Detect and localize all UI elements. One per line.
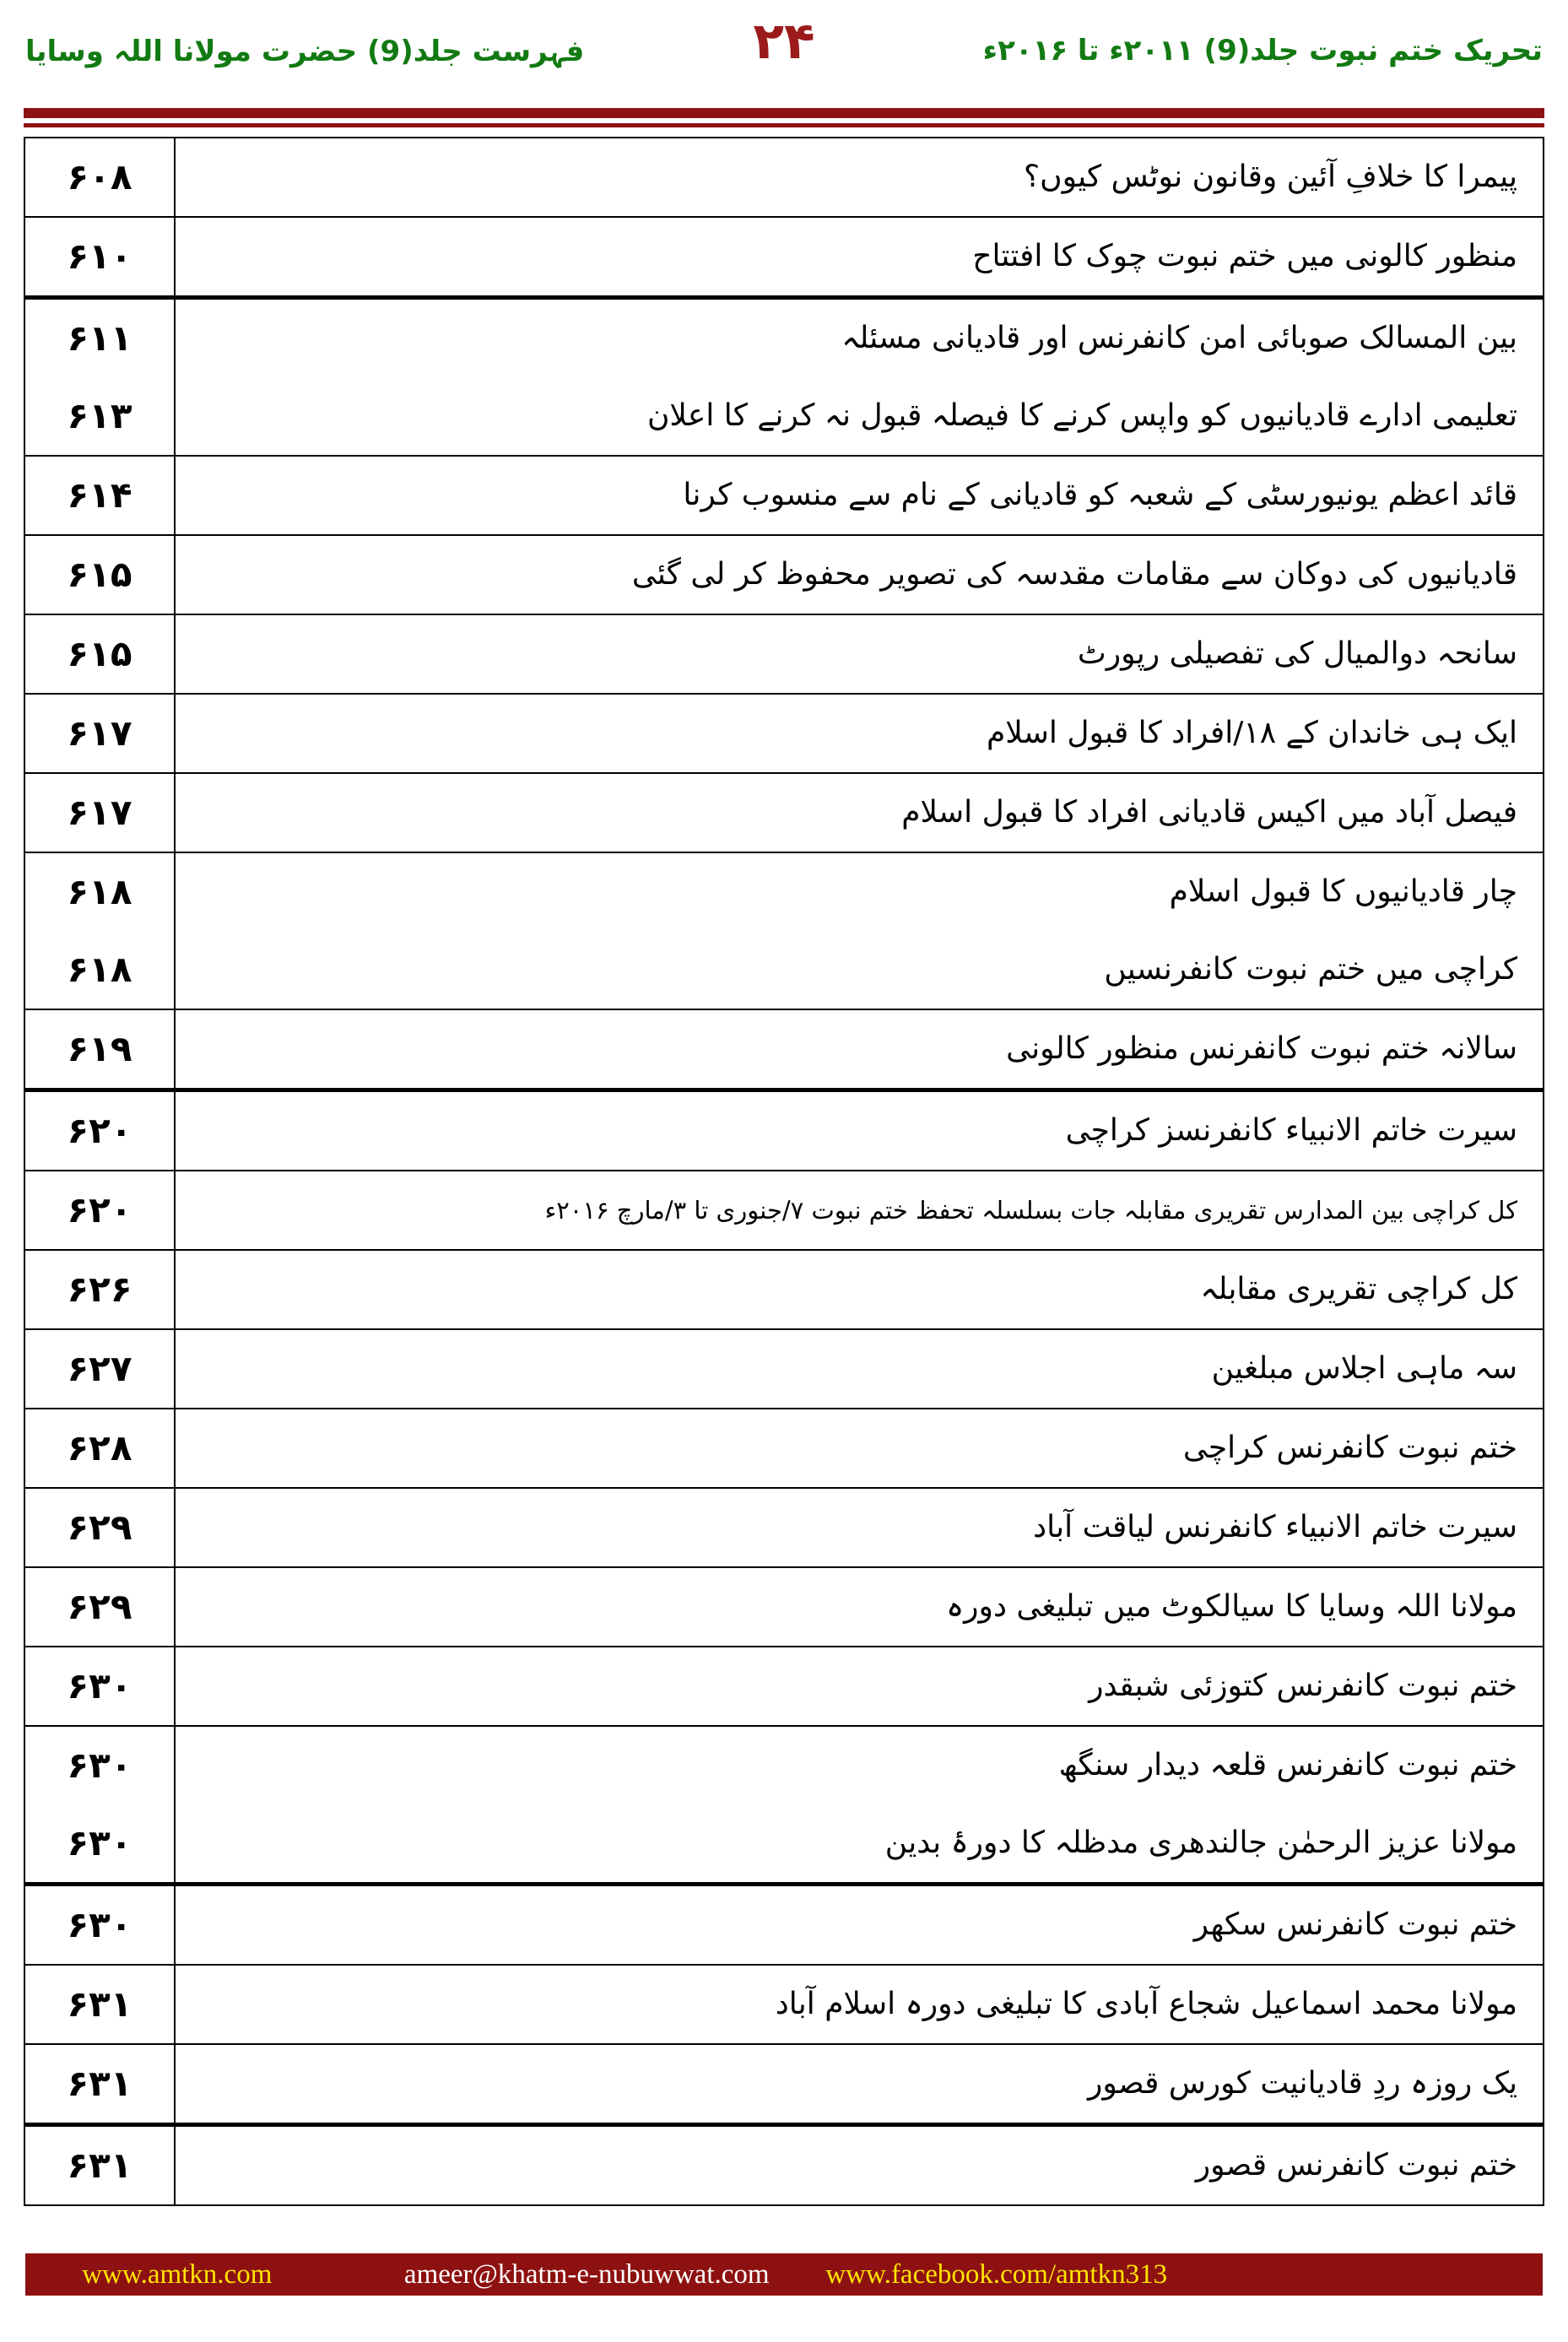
toc-entry-title: منظور کالونی میں ختم نبوت چوک کا افتتاح: [972, 239, 1517, 273]
toc-page-number: ۶۱۷: [67, 792, 132, 833]
toc-title-cell: [176, 853, 1543, 1009]
toc-group: [25, 1882, 1543, 1964]
toc-page-number: ۶۱۸: [67, 949, 132, 990]
toc-group: [25, 534, 1543, 614]
toc-page-number-cell: [25, 1886, 176, 1964]
toc-page-number-cell: [25, 2127, 176, 2204]
toc-entry-title: یک روزہ ردِ قادیانیت کورس قصور: [1087, 2066, 1517, 2101]
toc-page-number: ۶۲۹: [67, 1506, 132, 1548]
toc-entry-title: قائد اعظم یونیورسٹی کے شعبہ کو قادیانی کے نام سے منسوب کرنا: [683, 478, 1517, 512]
toc-group: [25, 1566, 1543, 1646]
toc-entry-title: ایک ہی خاندان کے ۱۸/افراد کا قبول اسلام: [986, 716, 1517, 750]
toc-title-cell: [176, 1092, 1543, 1170]
toc-page-number: ۶۱۴: [67, 474, 132, 516]
header-rule-thin: [24, 123, 1544, 127]
footer-website-link: www.amtkn.com: [82, 2259, 273, 2290]
toc-group: [25, 1487, 1543, 1566]
toc-title-cell: [176, 695, 1543, 772]
toc-group: [25, 295, 1543, 455]
toc-page-number-cell: [25, 1568, 176, 1646]
page-header: [25, 3, 1543, 98]
toc-title-cell: [176, 2045, 1543, 2123]
toc-page-number: ۶۲۰: [67, 1110, 132, 1151]
toc-page-number-cell: [25, 1330, 176, 1408]
toc-title-cell: [176, 1171, 1543, 1249]
toc-entry-title: مولانا محمد اسماعیل شجاع آبادی کا تبلیغی دورہ اسلام آباد: [775, 1987, 1517, 2021]
toc-page-number: ۶۱۸: [67, 871, 132, 912]
toc-page-number: ۶۳۰: [67, 1822, 132, 1863]
toc-entry-title: سانحہ دوالمیال کی تفصیلی رپورٹ: [1077, 636, 1517, 671]
toc-page-number: ۶۲۶: [67, 1268, 132, 1310]
toc-title-cell: [176, 1727, 1543, 1882]
toc-entry-title: سالانہ ختم نبوت کانفرنس منظور کالونی: [1006, 1031, 1517, 1066]
toc-entry-title: سہ ماہی اجلاس مبلغین: [1211, 1351, 1517, 1386]
toc-title-cell: [176, 457, 1543, 534]
toc-entry-title: ختم نبوت کانفرنس سکھر: [1193, 1907, 1517, 1942]
toc-entry-title: پیمرا کا خلافِ آئین وقانون نوٹس کیوں؟: [1024, 160, 1517, 194]
toc-page-number-cell: [25, 1727, 176, 1882]
toc-title-cell: [176, 1966, 1543, 2043]
toc-page-number-cell: [25, 695, 176, 772]
toc-entry-title: مولانا اللہ وسایا کا سیالکوٹ میں تبلیغی دورہ: [946, 1589, 1517, 1624]
toc-entry-title: ختم نبوت کانفرنس قلعہ دیدار سنگھ: [1058, 1748, 1517, 1782]
toc-page-number-cell: [25, 1010, 176, 1088]
toc-group: [25, 455, 1543, 534]
toc-group: [25, 1088, 1543, 1170]
toc-group: [25, 1408, 1543, 1487]
toc-page-number-cell: [25, 853, 176, 1009]
toc-page-number-cell: [25, 615, 176, 693]
toc-page-number-cell: [25, 774, 176, 852]
toc-group: [25, 614, 1543, 693]
toc-group: [25, 1009, 1543, 1088]
toc-title-cell: [176, 1886, 1543, 1964]
toc-title-cell: [176, 615, 1543, 693]
toc-entry-title: ختم نبوت کانفرنس کتوزئی شبقدر: [1089, 1669, 1517, 1703]
toc-page-number: ۶۳۱: [67, 2145, 132, 2186]
toc-page-number-cell: [25, 536, 176, 614]
toc-page-number: ۶۳۰: [67, 1904, 132, 1945]
toc-title-cell: [176, 1251, 1543, 1328]
toc-page-number-cell: [25, 218, 176, 295]
toc-entry-title: بین المسالک صوبائی امن کانفرنس اور قادیانی مسئلہ: [841, 321, 1517, 355]
toc-page-number: ۶۲۹: [67, 1586, 132, 1627]
toc-table: [24, 137, 1544, 2206]
toc-page-number: ۶۰۸: [67, 156, 132, 197]
toc-page-number: ۶۳۰: [67, 1744, 132, 1786]
toc-page-number-cell: [25, 1409, 176, 1487]
toc-page-number-cell: [25, 138, 176, 216]
toc-group: [25, 1725, 1543, 1882]
page-number: ۲۴: [753, 12, 815, 71]
toc-title-cell: [176, 1489, 1543, 1566]
toc-entry-title: ختم نبوت کانفرنس قصور: [1195, 2148, 1517, 2182]
toc-page-number: ۶۱۹: [67, 1028, 132, 1069]
toc-page-number: ۶۲۷: [67, 1348, 132, 1389]
toc-page-number: ۶۱۰: [67, 235, 132, 277]
toc-page-number: ۶۱۵: [67, 633, 132, 674]
toc-entry-title: فیصل آباد میں اکیس قادیانی افراد کا قبول اسلام: [901, 795, 1517, 830]
toc-group: [25, 216, 1543, 295]
toc-entry-title: سیرت خاتم الانبیاء کانفرنس لیاقت آباد: [1033, 1510, 1517, 1544]
toc-title-cell: [176, 300, 1543, 455]
toc-page-number: ۶۲۸: [67, 1427, 132, 1468]
index-title: فہرست جلد(9) حضرت مولانا اللہ وسایا: [25, 34, 585, 68]
volume-title: تحریک ختم نبوت جلد(9) ۲۰۱۱ء تا ۲۰۱۶ء: [982, 34, 1543, 68]
toc-entry-title: مولانا عزیز الرحمٰن جالندھری مدظلہ کا دورۂ بدین: [884, 1825, 1517, 1860]
toc-entry-title: قادیانیوں کی دوکان سے مقامات مقدسہ کی تصویر محفوظ کر لی گئی: [631, 557, 1517, 592]
toc-group: [25, 1249, 1543, 1328]
toc-title-cell: [176, 1010, 1543, 1088]
toc-page-number: ۶۱۳: [67, 395, 132, 436]
toc-entry-title: سیرت خاتم الانبیاء کانفرنسز کراچی: [1065, 1113, 1517, 1148]
toc-page-number-cell: [25, 1251, 176, 1328]
toc-page-number-cell: [25, 2045, 176, 2123]
toc-group: [25, 1964, 1543, 2043]
toc-page-number-cell: [25, 300, 176, 455]
toc-entry-title: کراچی میں ختم نبوت کانفرنسیں: [1104, 952, 1517, 987]
toc-page-number: ۶۳۱: [67, 1983, 132, 2025]
toc-entry-title: کل کراچی تقریری مقابلہ: [1200, 1272, 1517, 1306]
toc-page-number: ۶۳۱: [67, 2063, 132, 2104]
toc-entry-title: تعلیمی ادارے قادیانیوں کو واپس کرنے کا فیصلہ قبول نہ کرنے کا اعلان: [646, 398, 1517, 433]
toc-title-cell: [176, 1409, 1543, 1487]
toc-group: [25, 1646, 1543, 1725]
footer-email: ameer@khatm-e-nubuwwat.com: [403, 2259, 770, 2290]
toc-page-number-cell: [25, 1171, 176, 1249]
toc-title-cell: [176, 1330, 1543, 1408]
toc-group: [25, 2043, 1543, 2123]
toc-page-number: ۶۱۷: [67, 712, 132, 754]
toc-title-cell: [176, 2127, 1543, 2204]
toc-page-number: ۶۱۱: [67, 317, 132, 359]
toc-group: [25, 2123, 1543, 2204]
toc-group: [25, 1170, 1543, 1249]
toc-group: [25, 1328, 1543, 1408]
toc-title-cell: [176, 138, 1543, 216]
toc-entry-title: چار قادیانیوں کا قبول اسلام: [1169, 874, 1517, 909]
toc-page-number-cell: [25, 1092, 176, 1170]
toc-page-number-cell: [25, 1647, 176, 1725]
toc-title-cell: [176, 536, 1543, 614]
toc-page-number: ۶۱۵: [67, 554, 132, 595]
toc-entry-title: ختم نبوت کانفرنس کراچی: [1182, 1431, 1517, 1465]
toc-page-number-cell: [25, 457, 176, 534]
toc-page-number-cell: [25, 1489, 176, 1566]
toc-title-cell: [176, 1568, 1543, 1646]
toc-group: [25, 772, 1543, 852]
toc-page-number: ۶۲۰: [67, 1189, 132, 1230]
toc-page-number: ۶۳۰: [67, 1665, 132, 1706]
toc-group: [25, 852, 1543, 1009]
header-rule-thick: [24, 108, 1544, 118]
toc-page-number-cell: [25, 1966, 176, 2043]
toc-title-cell: [176, 218, 1543, 295]
toc-group: [25, 693, 1543, 772]
toc-title-cell: [176, 774, 1543, 852]
footer-facebook-link: www.facebook.com/amtkn313: [825, 2259, 1168, 2290]
footer-bar: [25, 2253, 1543, 2296]
toc-entry-title: کل کراچی بین المدارس تقریری مقابلہ جات بسلسلہ تحفظ ختم نبوت ۷/جنوری تا ۳/مارچ ۲۰۱۶ء: [544, 1196, 1517, 1225]
toc-title-cell: [176, 1647, 1543, 1725]
toc-group: [25, 138, 1543, 216]
